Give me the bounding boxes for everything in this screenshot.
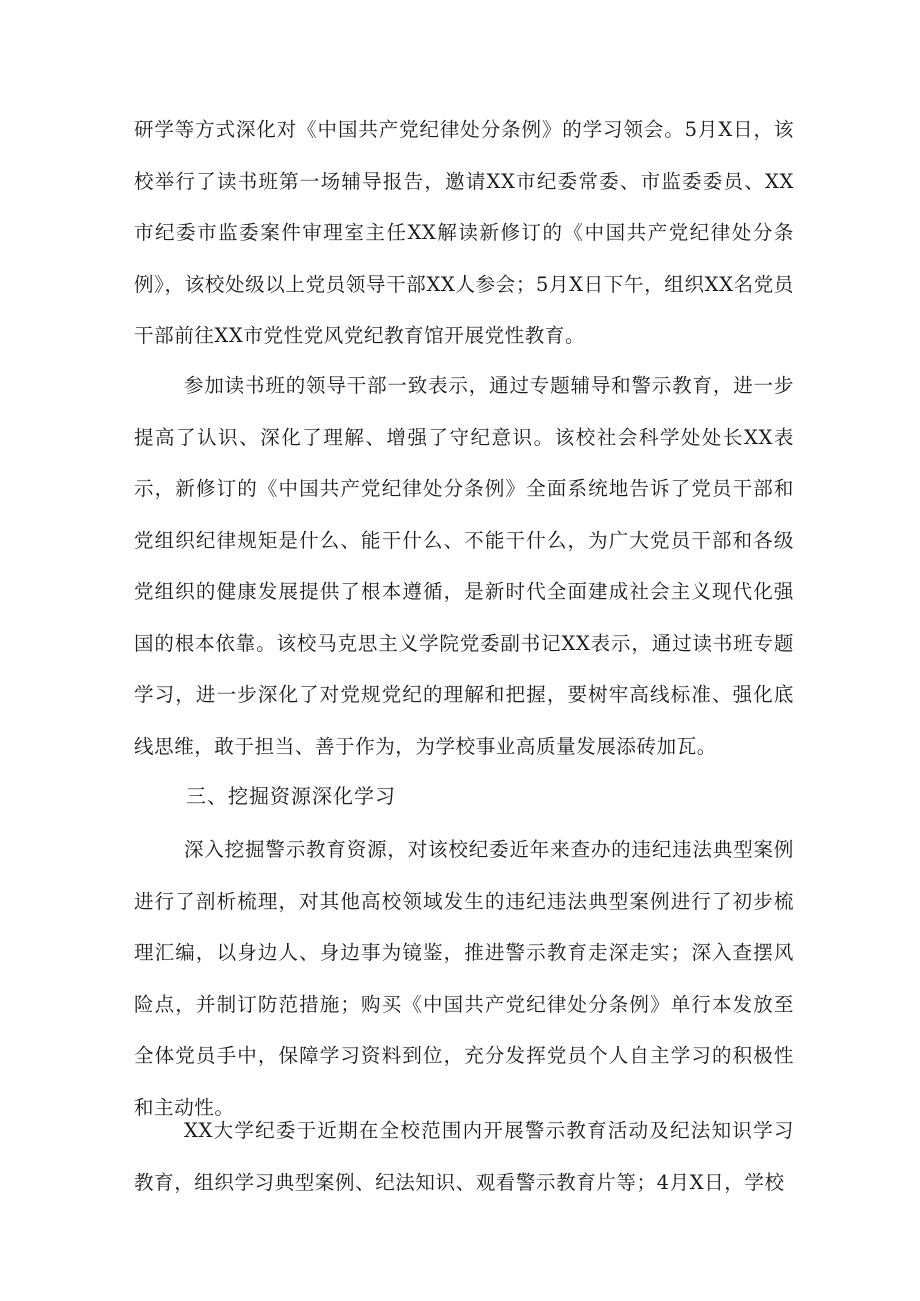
paragraph-university-discipline-committee: XX大学纪委于近期在全校范围内开展警示教育活动及纪法知识学习教育，组织学习典型案例、纪法知识、观看警示教育片等；4月X日，学校 (134, 1119, 794, 1194)
paragraph-reading-class-reports: 研学等方式深化对《中国共产党纪律处分条例》的学习领会。5月X日，该校举行了读书班第一场辅导报告，邀请XX市纪委常委、市监委委员、XX市纪委市监委案件审理室主任XX解读新修订的《中国共产党纪律处分条例》，该校处级以上党员领导干部XX人参会；5月X日下午，组织XX名党员干部前往XX市党性党风党纪教育馆开展党性教育。 (134, 118, 794, 347)
paragraph-warning-education-resources: 深入挖掘警示教育资源，对该校纪委近年来查办的违纪违法典型案例进行了剖析梳理，对其他高校领域发生的违纪违法典型案例进行了初步梳理汇编，以身边人、身边事为镜鉴，推进警示教育走深走实；深入查摆风险点，并制订防范措施；购买《中国共产党纪律处分条例》单行本发放至全体党员手中，保障学习资料到位，充分发挥党员个人自主学习的积极性和主动性。 (134, 838, 794, 1119)
paragraph-participant-feedback: 参加读书班的领导干部一致表示，通过专题辅导和警示教育，进一步提高了认识、深化了理解、增强了守纪意识。该校社会科学处处长XX表示，新修订的《中国共产党纪律处分条例》全面系统地告诉了党员干部和党组织纪律规矩是什么、能干什么、不能干什么，为广大党员干部和各级党组织的健康发展提供了根本遵循，是新时代全面建成社会主义现代化强国的根本依靠。该校马克思主义学院党委副书记XX表示，通过读书班专题学习，进一步深化了对党规党纪的理解和把握，要树牢高线标准、强化底线思维，敢于担当、善于作为，为学校事业高质量发展添砖加瓦。 (134, 374, 794, 758)
section-heading: 三、挖掘资源深化学习 (186, 784, 396, 808)
